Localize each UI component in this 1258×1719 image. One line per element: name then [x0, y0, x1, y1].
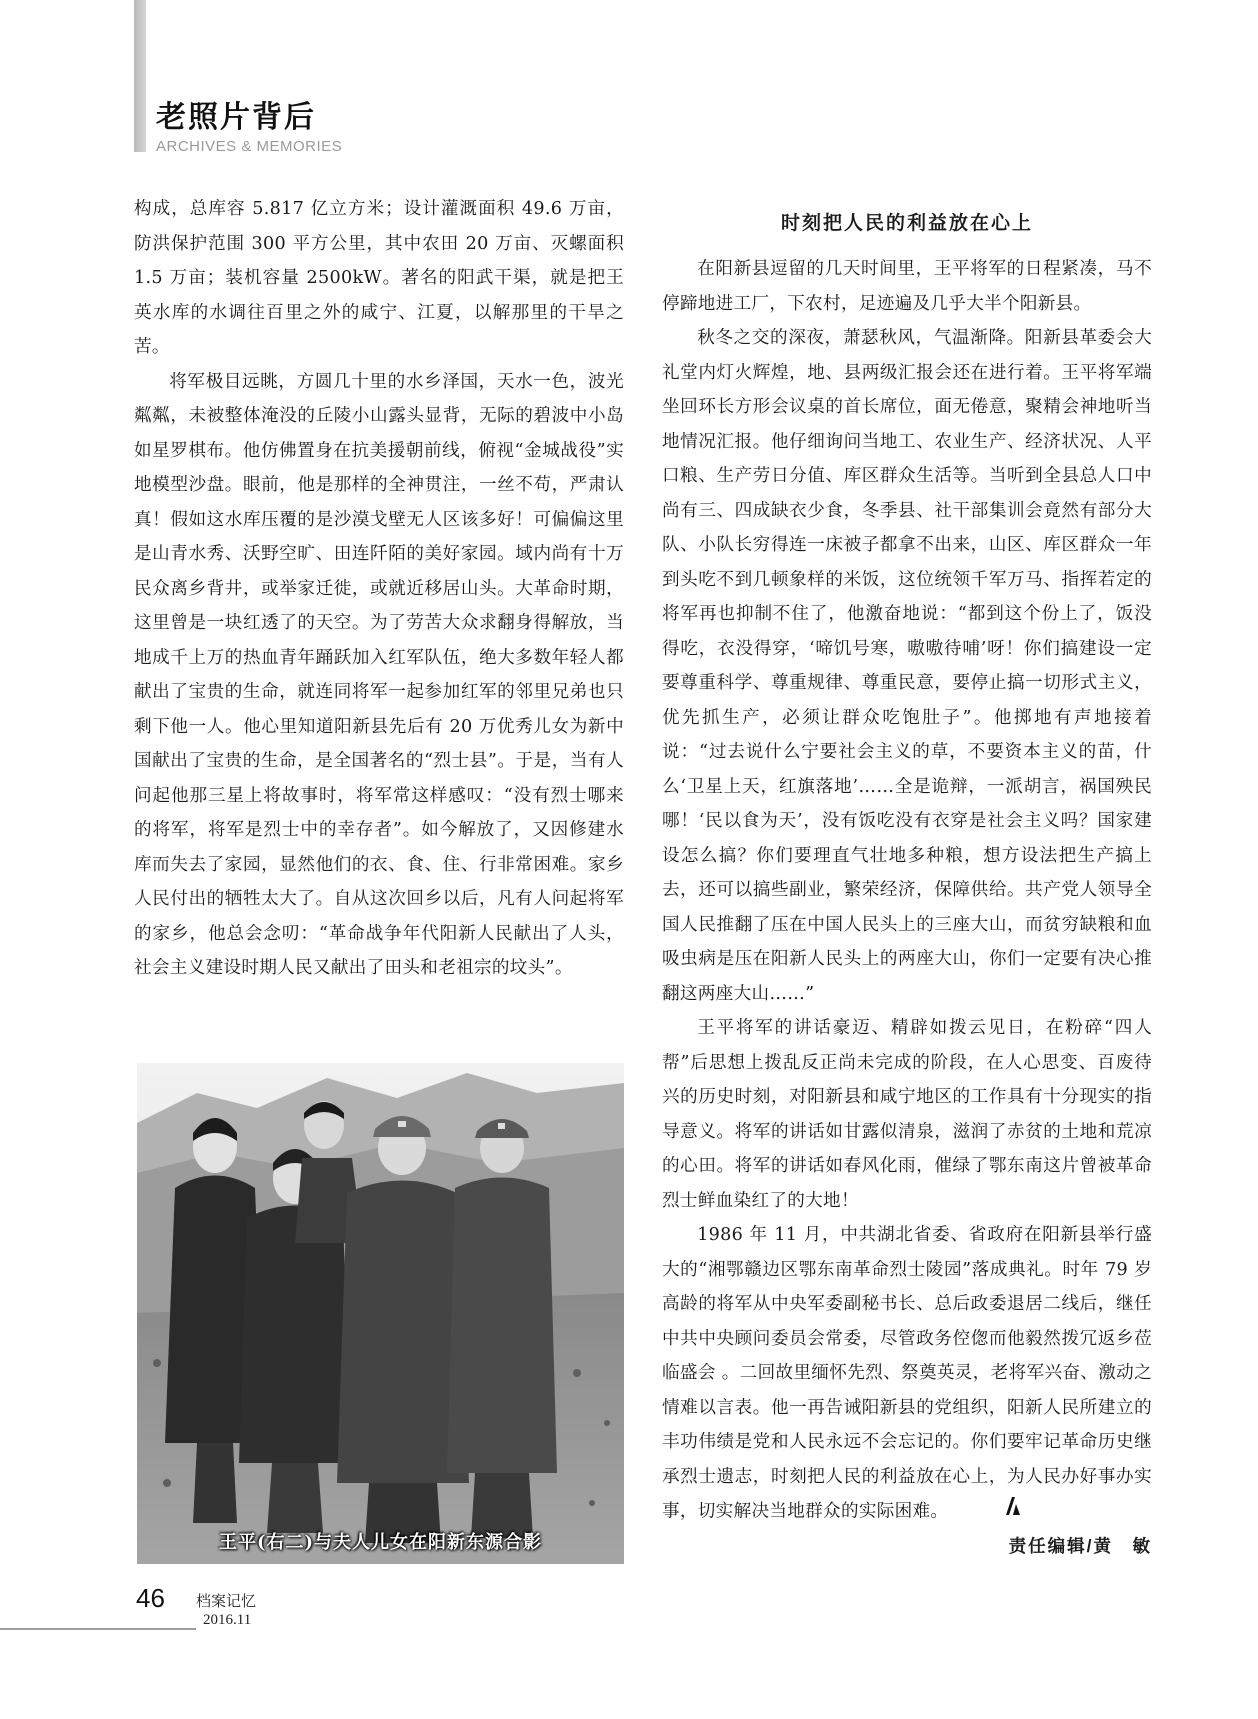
paragraph: 构成，总库容 5.817 亿立方米；设计灌溉面积 49.6 万亩，防洪保护范围 300 平方公里，其中农田 20 万亩、灭螺面积 1.5 万亩；装机容量 2500kW。著名的阳武干渠，就是把王英水库的水调往百里之外的咸宁、江夏，以解那里的干旱之苦。: [134, 199, 624, 357]
right-column: [662, 252, 1152, 1563]
paragraph: 王平将军的讲话豪迈、精辟如拨云见日，在粉碎“四人帮”后思想上拨乱反正尚未完成的阶段，在人心思变、百废待兴的历史时刻，对阳新县和咸宁地区的工作具有十分现实的指导意义。将军的讲话如甘露似清泉，滋润了赤贫的土地和荒凉的心田。将军的讲话如春风化雨，催绿了鄂东南这片曾被革命烈士鲜血染红了的大地！: [662, 1018, 1152, 1211]
responsible-editor: 责任编辑/黄 敏: [1008, 1535, 1152, 1556]
paragraph: 在阳新县逗留的几天时间里，王平将军的日程紧凑，马不停蹄地进工厂，下农村，足迹遍及几乎大半个阳新县。: [662, 259, 1152, 314]
photo-caption: 王平(右二)与夫人儿女在阳新东源合影: [218, 1532, 543, 1553]
paragraph: 秋冬之交的深夜，萧瑟秋风，气温渐降。阳新县革委会大礼堂内灯火辉煌，地、县两级汇报会还在进行着。王平将军端坐回环长方形会议桌的首长席位，面无倦意，聚精会神地听当地情况汇报。他仔细询问当地工、农业生产、经济状况、人平口粮、生产劳日分值、库区群众生活等。当听到全县总人口中尚有三、四成缺衣少食，冬季县、社干部集训会竟然有部分大队、小队长穷得连一床被子都拿不出来，山区、库区群众一年到头吃不到几顿象样的米饭，这位统领千军万马、指挥若定的将军再也抑制不住了，他激奋地说：“都到这个份上了，饭没得吃，衣没得穿，‘啼饥号寒，嗷嗷待哺’呀！你们搞建设一定要尊重科学、尊重规律、尊重民意，要停止搞一切形式主义，优先抓生产，必须让群众吃饱肚子”。他掷地有声地接着说：“过去说什么宁要社会主义的草，不要资本主义的苗，什么‘卫星上天，红旗落地’……全是诡辩，一派胡言，祸国殃民哪！‘民以食为天’，没有饭吃没有衣穿是社会主义吗？国家建设怎么搞？你们要理直气壮地多种粮，想方设法把生产搞上去，还可以搞些副业，繁荣经济，保障供给。共产党人领导全国人民推翻了压在中国人民头上的三座大山，而贫穷缺粮和血吸虫病是压在阳新人民头上的两座大山，你们一定要有决心推翻这两座大山……”: [662, 328, 1152, 1004]
issue-date: 2016.11: [203, 1612, 252, 1628]
paragraph-text: 1986 年 11 月，中共湖北省委、省政府在阳新县举行盛大的“湘鄂赣边区鄂东南革命烈士陵园”落成典礼。时年 79 岁高龄的将军从中央军委副秘书长、总后政委退居二线后，继任中共中央顾问委员会常委，尽管政务倥偬而他毅然拨冗返乡莅临盛会 。二回故里缅怀先烈、祭奠英灵，老将军兴奋、激动之情难以言表。他一再告诫阳新县的党组织，阳新人民所建立的丰功伟绩是党和人民永远不会忘记的。你们要牢记革命历史继承烈士遗志，时刻把人民的利益放在心上，为人民办好事办实事，切实解决当地群众的实际困难。: [662, 1225, 1152, 1522]
photo-image: [137, 1063, 624, 1564]
magazine-name: 档案记忆: [196, 1592, 257, 1610]
paragraph-last: [662, 1218, 1152, 1556]
left-column: [134, 192, 624, 986]
header-accent-bar: [134, 0, 146, 152]
article-subheading: 时刻把人民的利益放在心上: [780, 213, 1033, 234]
family-photo: [137, 1063, 624, 1564]
section-title: 老照片背后: [156, 100, 316, 135]
page-number: 46: [136, 1583, 165, 1613]
end-mark-icon: [970, 1494, 1021, 1529]
paragraph: 将军极目远眺，方圆几十里的水乡泽国，天水一色，波光粼粼，未被整体淹没的丘陵小山露头显背，无际的碧波中小岛如星罗棋布。他仿佛置身在抗美援朝前线，俯视“金城战役”实地模型沙盘。眼前，他是那样的全神贯注，一丝不苟，严肃认真！假如这水库压覆的是沙漠戈壁无人区该多好！可偏偏这里是山青水秀、沃野空旷、田连阡陌的美好家园。域内尚有十万民众离乡背井，或举家迁徙，或就近移居山头。大革命时期，这里曾是一块红透了的天空。为了劳苦大众求翻身得解放，当地成千上万的热血青年踊跃加入红军队伍，绝大多数年轻人都献出了宝贵的生命，就连同将军一起参加红军的邻里兄弟也只剩下他一人。他心里知道阳新县先后有 20 万优秀儿女为新中国献出了宝贵的生命，是全国著名的“烈士县”。于是，当有人问起他那三星上将故事时，将军常这样感叹：“没有烈士哪来的将军，将军是烈士中的幸存者”。如今解放了，又因修建水库而失去了家园，显然他们的衣、食、住、行非常困难。家乡人民付出的牺牲太大了。自从这次回乡以后，凡有人问起将军的家乡，他总会念叨：“革命战争年代阳新人民献出了人头，社会主义建设时期人民又献出了田头和老祖宗的坟头”。: [134, 371, 624, 978]
section-subtitle: ARCHIVES & MEMORIES: [156, 138, 343, 155]
footer-divider: [0, 1628, 196, 1630]
